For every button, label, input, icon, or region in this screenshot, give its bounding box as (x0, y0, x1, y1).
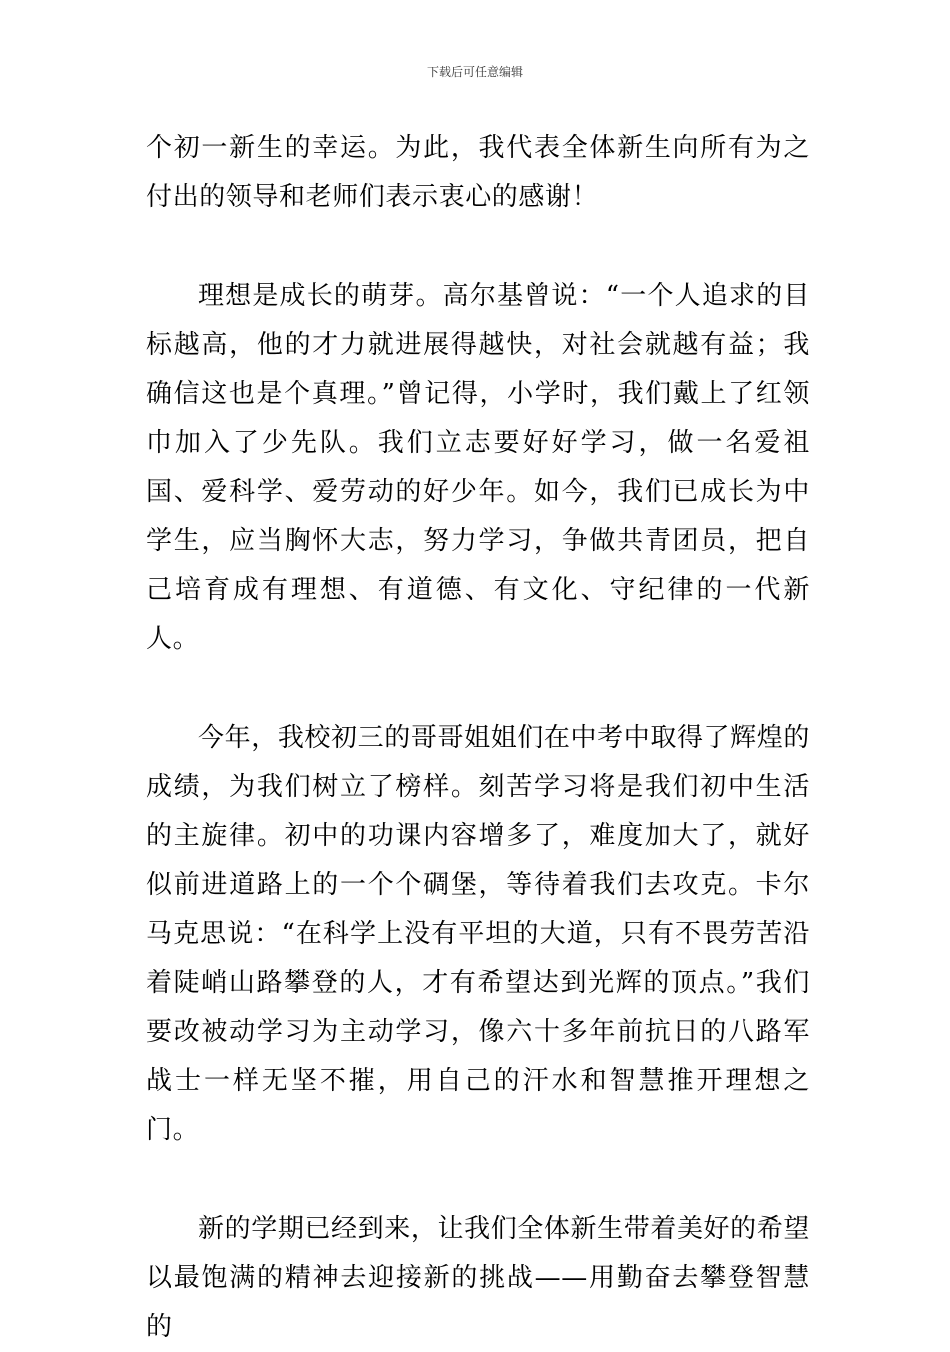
document-body (146, 124, 810, 1352)
page-header: 下载后可任意编辑 (426, 65, 523, 79)
paragraph-gap (146, 222, 810, 272)
paragraph-continuation: 个初一新生的幸运。为此，我代表全体新生向所有为之付出的领导和老师们表示衷心的感谢！ (146, 133, 810, 212)
paragraph-study: 今年，我校初三的哥哥姐姐们在中考中取得了辉煌的成绩，为我们树立了榜样。刻苦学习将是我们初中生活的主旋律。初中的功课内容增多了，难度加大了，就好似前进道路上的一个个碉堡，等待着我们去攻克。卡尔马克思说：“在科学上没有平坦的大道，只有不畏劳苦沿着陡峭山路攀登的人，才有希望达到光辉的顶点。”我们要改被动学习为主动学习，像六十多年前抗日的八路军战士一样无坚不摧，用自己的汗水和智慧推开理想之门。 (146, 723, 810, 1145)
paragraph-ideals: 理想是成长的萌芽。高尔基曾说：“一个人追求的目标越高，他的才力就进展得越快，对社会就越有益；我确信这也是个真理。”曾记得，小学时，我们戴上了红领巾加入了少先队。我们立志要好好学习，做一名爱祖国、爱科学、爱劳动的好少年。如今，我们已成长为中学生，应当胸怀大志，努力学习，争做共青团员，把自己培育成有理想、有道德、有文化、守纪律的一代新人。 (146, 281, 810, 654)
paragraph-gap (146, 1155, 810, 1205)
paragraph-new-term: 新的学期已经到来，让我们全体新生带着美好的希望以最饱满的精神去迎接新的挑战——用勤奋去攀登智慧的 (146, 1214, 810, 1342)
paragraph-gap (146, 664, 810, 714)
